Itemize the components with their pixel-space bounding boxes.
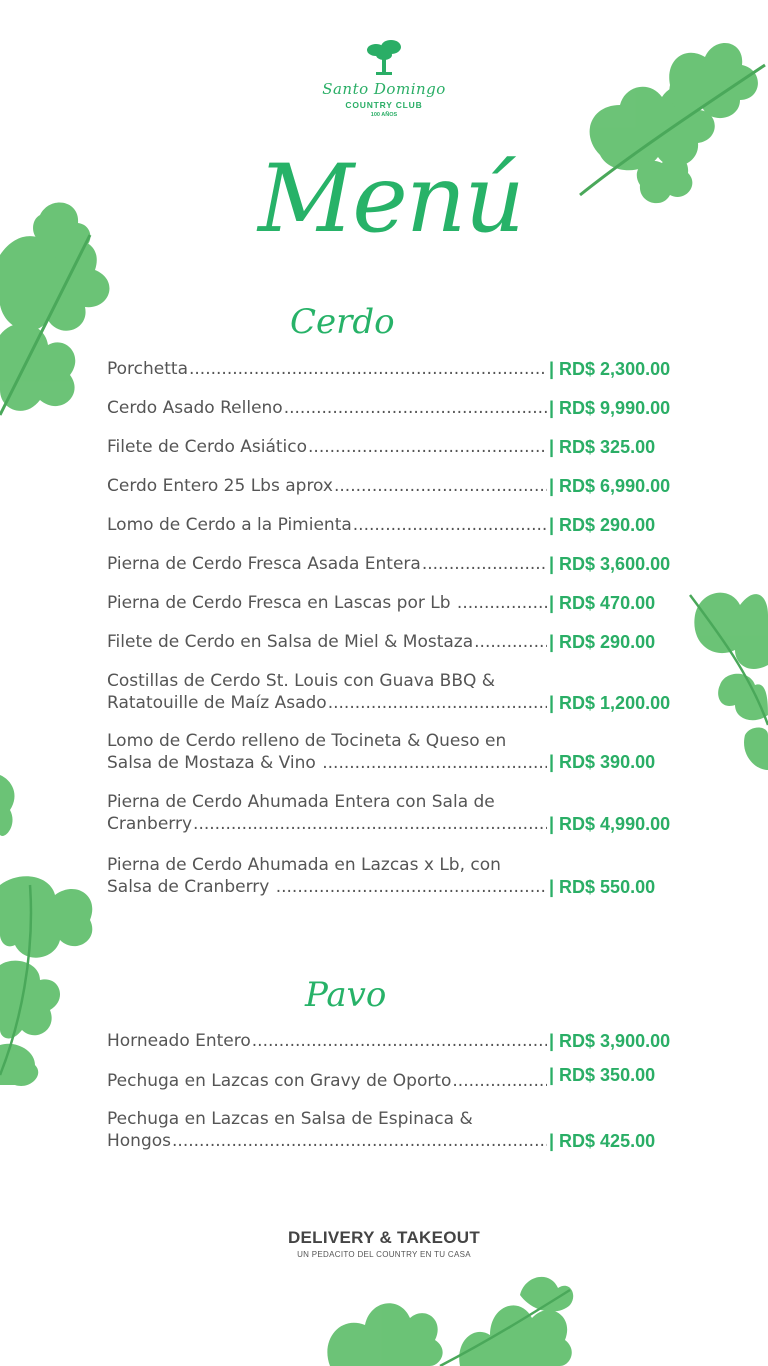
item-name-line-2: Cranberry: [107, 814, 193, 834]
item-price: | RD$ 425.00: [549, 1131, 656, 1151]
item-name-line-1: Pierna de Cerdo Ahumada Entera con Sala de: [107, 792, 495, 812]
item-name-line-1: Lomo de Cerdo relleno de Tocineta & Queso en: [107, 731, 507, 751]
menu-item: [107, 592, 547, 614]
item-price: | RD$ 290.00: [549, 515, 656, 535]
item-name: Pierna de Cerdo Fresca en Lascas por Lb: [107, 593, 456, 613]
dot-leader: [452, 1070, 547, 1092]
item-price: | RD$ 9,990.00: [549, 398, 671, 418]
footer: [234, 1228, 534, 1259]
item-name: Porchetta: [107, 359, 188, 379]
leaf-left-lower-icon: [0, 775, 100, 1090]
dot-leader: [276, 876, 547, 898]
page-title: Menú: [258, 145, 523, 254]
tree-logo-icon: [364, 38, 404, 78]
dot-leader: [328, 692, 547, 714]
item-name-line-2: Ratatouille de Maíz Asado: [107, 693, 327, 713]
leaf-left-upper-icon: [0, 195, 125, 425]
item-price: | RD$ 6,990.00: [549, 476, 671, 496]
item-name-line-1: Costillas de Cerdo St. Louis con Guava BBQ &: [107, 671, 496, 691]
menu-item: [107, 1030, 547, 1052]
item-name: Pierna de Cerdo Fresca Asada Entera: [107, 554, 421, 574]
menu-item: [107, 1070, 547, 1092]
menu-item: [107, 1108, 547, 1152]
dot-leader: [252, 1030, 547, 1052]
item-name-line-2: Salsa de Cranberry: [107, 877, 275, 897]
item-name: Filete de Cerdo en Salsa de Miel & Mostaza: [107, 632, 474, 652]
logo-script-text: Santo Domingo: [322, 80, 446, 98]
menu-item: [107, 553, 547, 575]
item-price: | RD$ 470.00: [549, 593, 656, 613]
menu-item: [107, 791, 547, 835]
dot-leader: [193, 813, 547, 835]
item-name-line-1: Pierna de Cerdo Ahumada en Lazcas x Lb, con: [107, 855, 501, 875]
dot-leader: [322, 752, 547, 774]
item-name: Cerdo Asado Relleno: [107, 398, 283, 418]
item-price: | RD$ 2,300.00: [549, 359, 671, 379]
item-name: Filete de Cerdo Asiático: [107, 437, 308, 457]
item-name: Horneado Entero: [107, 1031, 251, 1051]
menu-item: [107, 514, 547, 536]
section-title-pavo: Pavo: [305, 975, 387, 1015]
item-price: | RD$ 4,990.00: [549, 814, 671, 834]
item-price: | RD$ 550.00: [549, 877, 656, 897]
menu-item: [107, 730, 547, 774]
section-title-cerdo: Cerdo: [290, 302, 395, 342]
leaf-bottom-icon: [320, 1270, 580, 1366]
menu-item: [107, 475, 547, 497]
club-logo: [310, 38, 458, 118]
dot-leader: [172, 1130, 547, 1152]
dot-leader: [353, 514, 547, 536]
item-name-line-2: Salsa de Mostaza & Vino: [107, 753, 322, 773]
item-price: | RD$ 3,900.00: [549, 1031, 671, 1051]
logo-club-name: COUNTRY CLUB: [345, 100, 423, 110]
item-price: | RD$ 350.00: [549, 1065, 656, 1085]
item-name: Pechuga en Lazcas con Gravy de Oporto: [107, 1071, 452, 1091]
dot-leader: [422, 553, 547, 575]
item-price: | RD$ 325.00: [549, 437, 656, 457]
dot-leader: [284, 397, 547, 419]
leaf-top-right-icon: [570, 25, 768, 215]
logo-years: 100 AÑOS: [370, 112, 398, 118]
menu-item: [107, 397, 547, 419]
footer-subtitle: UN PEDACITO DEL COUNTRY EN TU CASA: [297, 1250, 471, 1259]
item-price: | RD$ 290.00: [549, 632, 656, 652]
footer-title: DELIVERY & TAKEOUT: [287, 1228, 481, 1247]
leaf-right-middle-icon: [680, 575, 768, 770]
item-price: | RD$ 3,600.00: [549, 554, 671, 574]
menu-item: [107, 854, 547, 898]
dot-leader: [308, 436, 547, 458]
menu-item: [107, 436, 547, 458]
menu-item: [107, 358, 547, 380]
item-name: Cerdo Entero 25 Lbs aprox: [107, 476, 333, 496]
menu-item: [107, 670, 547, 714]
item-price: | RD$ 1,200.00: [549, 693, 671, 713]
dot-leader: [189, 358, 547, 380]
dot-leader: [457, 592, 547, 614]
item-name: Lomo de Cerdo a la Pimienta: [107, 515, 352, 535]
item-name-line-1: Pechuga en Lazcas en Salsa de Espinaca &: [107, 1109, 473, 1129]
dot-leader: [334, 475, 547, 497]
item-name-line-2: Hongos: [107, 1131, 172, 1151]
menu-item: [107, 631, 547, 653]
dot-leader: [474, 631, 547, 653]
item-price: | RD$ 390.00: [549, 752, 656, 772]
